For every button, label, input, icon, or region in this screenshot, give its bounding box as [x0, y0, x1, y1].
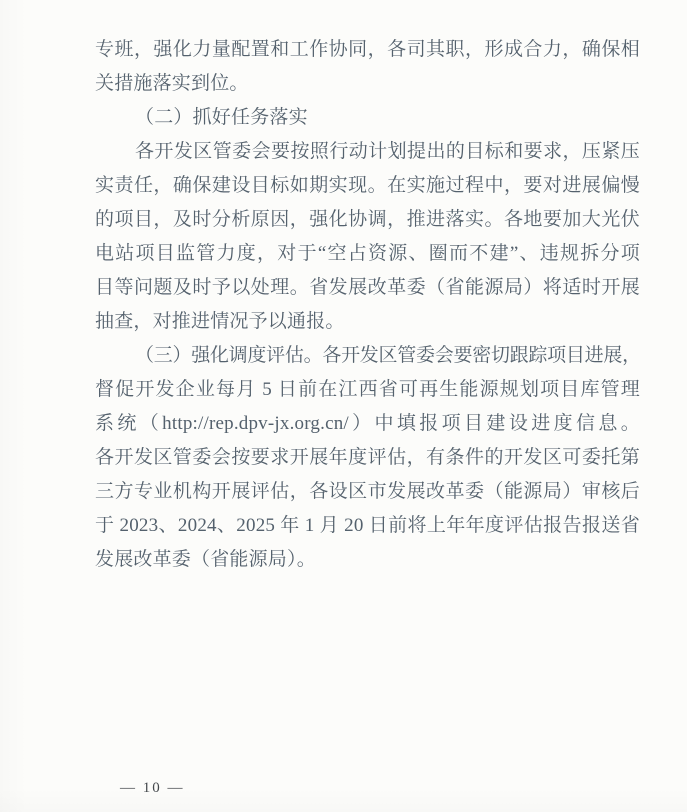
text-line: 各开发区管委会要按照行动计划提出的目标和要求，压紧压 [135, 141, 640, 162]
text-line: 实责任，确保建设目标如期实现。在实施过程中，要对进展偏慢 [95, 175, 640, 196]
text-line: 抽查，对推进情况予以通报。 [95, 311, 345, 332]
text-line: 电站项目监管力度，对于“空占资源、圈而不建”、违规拆分项 [95, 243, 640, 264]
text-line: 发展改革委（省能源局）。 [95, 549, 316, 570]
document-body [95, 33, 640, 577]
text-line: 督促开发企业每月 5 日前在江西省可再生能源规划项目库管理 [95, 379, 640, 400]
text-line: （三）强化调度评估。各开发区管委会要密切跟踪项目进展， [135, 345, 640, 366]
text-line: 目等问题及时予以处理。省发展改革委（省能源局）将适时开展 [95, 277, 640, 298]
text-line: 系统（http://rep.dpv-jx.org.cn/）中填报项目建设进度信息。 [95, 413, 640, 434]
text-line: 于 2023、2024、2025 年 1 月 20 日前将上年年度评估报告报送省 [95, 515, 640, 536]
text-line: 各开发区管委会按要求开展年度评估，有条件的开发区可委托第 [95, 447, 640, 468]
text-line: （二）抓好任务落实 [135, 107, 308, 128]
page-number: — 10 — [120, 780, 185, 796]
text-line: 三方专业机构开展评估，各设区市发展改革委（能源局）审核后 [95, 481, 640, 502]
text-line: 专班，强化力量配置和工作协同，各司其职，形成合力，确保相 [95, 39, 640, 60]
text-line: 关措施落实到位。 [95, 73, 249, 94]
text-line: 的项目，及时分析原因，强化协调，推进落实。各地要加大光伏 [95, 209, 640, 230]
